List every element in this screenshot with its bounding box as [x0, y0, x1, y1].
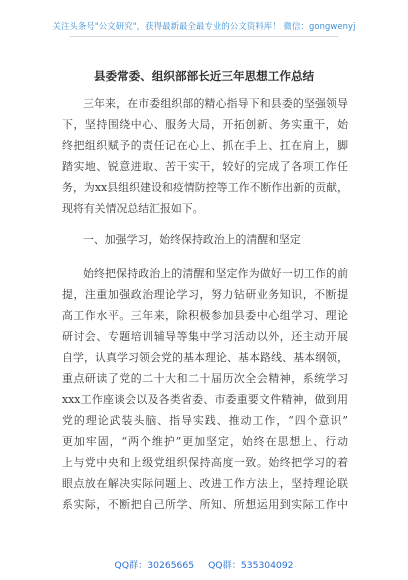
document-body: [62, 96, 348, 546]
intro-line: 现将有关情况总结汇报如下。: [62, 202, 204, 215]
intro-line: 终把组织赋予的责任记在心上、抓在手上、扛在肩上，脚: [62, 139, 348, 152]
footer-qq-group-2: QQ群：535304092: [208, 560, 294, 571]
intro-line: 务，为xx县组织建设和疫情防控等工作不断作出新的贡献，: [62, 181, 348, 194]
intro-line: 三年来，在市委组织部的精心指导下和县委的坚强领导: [83, 97, 348, 110]
section-line: 眼点放在解决实际问题上、改进工作方法上，坚持理论联: [62, 477, 348, 490]
section-line: 自学，认真学习领会党的基本理论、基本路线、基本纲领，: [62, 351, 348, 364]
section-line: 提，注重加强政治理论学习，努力钻研业务知识，不断提: [62, 288, 348, 301]
section-line: 党的理论武装头脑、指导实践、推动工作，“四个意识”: [62, 414, 348, 427]
intro-line: 踏实地、锐意进取、苦干实干，较好的完成了各项工作任: [62, 160, 348, 173]
section-line: 高工作水平。三年来，除积极参加县委中心组学习、理论: [62, 309, 348, 322]
footer-contacts: [0, 557, 408, 571]
section-heading: 一、加强学习，始终保持政治上的清醒和坚定: [83, 233, 301, 246]
section-line: 更加牢固，“两个维护”更加坚定，始终在思想上、行动: [62, 435, 348, 448]
footer-qq-group-1: QQ群：30265665: [114, 560, 195, 571]
section-line: 研讨会、专题培训辅导等集中学习活动以外，还主动开展: [62, 330, 348, 343]
section-line: xxx工作座谈会以及各类省委、市委重要文件精神，做到用: [62, 393, 348, 406]
section-line: 系实际，不断把自己所学、所知、所想运用到实际工作中: [62, 498, 348, 511]
section-line: 上与党中央和上级党组织保持高度一致。始终把学习的着: [62, 456, 348, 469]
section-line: 始终把保持政治上的清醒和坚定作为做好一切工作的前: [83, 267, 348, 280]
section-line: 重点研读了党的二十大和二十届历次全会精神，系统学习: [62, 372, 348, 385]
header-banner: 关注头条号"公文研究"，获得最新最全最专业的公文资料库！ 微信：gongwenyj: [52, 21, 356, 31]
intro-line: 下，坚持围绕中心、服务大局，开拓创新、务实重干，始: [62, 118, 348, 131]
document-title: 县委常委、组织部部长近三年思想工作总结: [93, 69, 315, 83]
header-divider: [70, 36, 338, 37]
